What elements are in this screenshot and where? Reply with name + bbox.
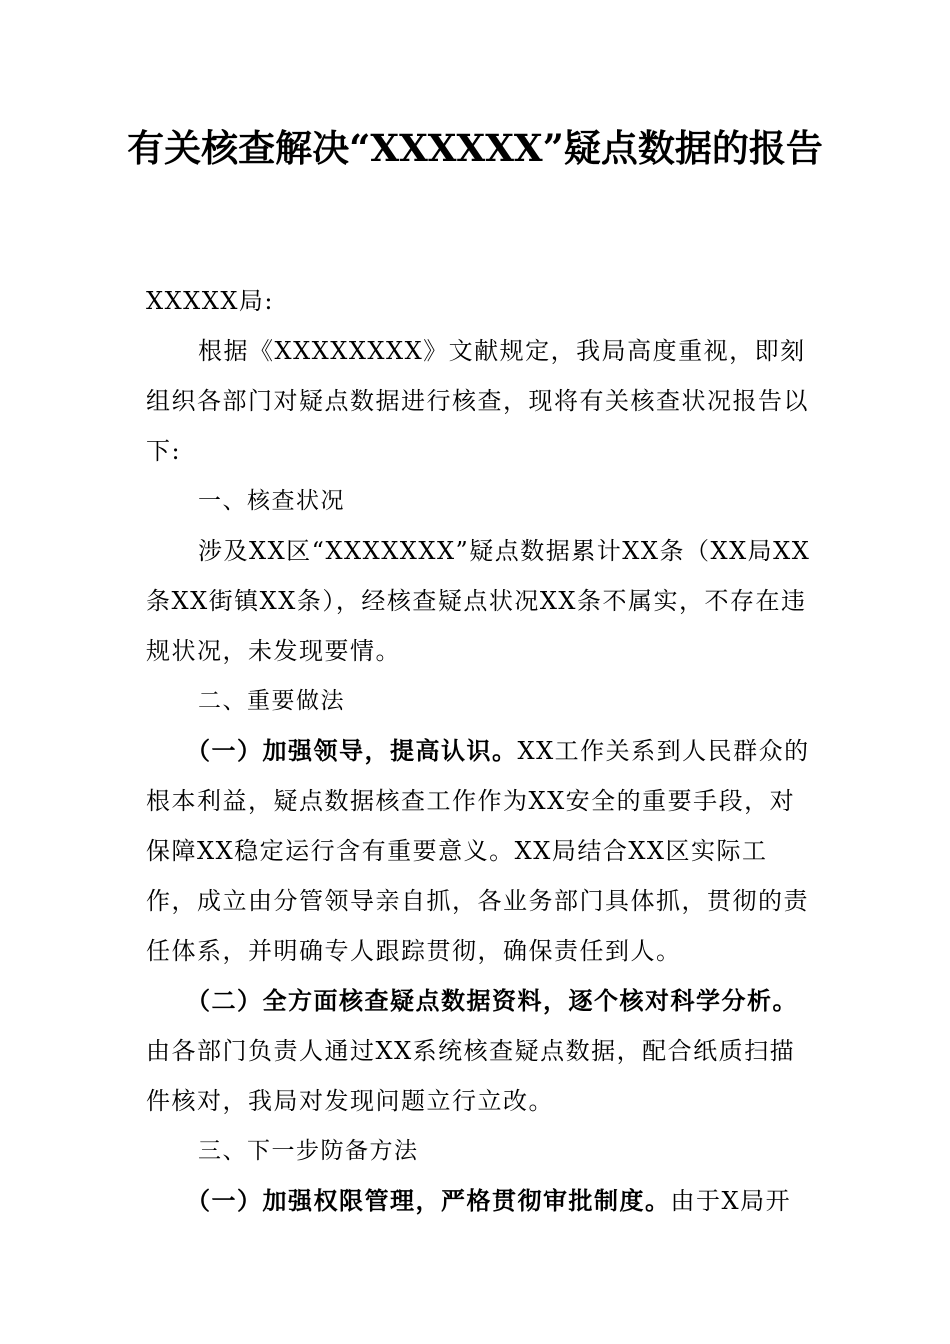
section-1-paragraph: 涉及XX区“XXXXXXX”疑点数据累计XX条（XX局XX条XX街镇XX条），经核查疑点状况XX条不属实，不存在违规状况，未发现要情。 <box>146 537 811 665</box>
salutation: XXXXX局: <box>146 287 275 315</box>
section-2-item-1-text: XX工作关系到人民群众的根本利益，疑点数据核查工作作为XX安全的重要手段，对保障XX稳定运行含有重要意义。XX局结合XX区实际工作，成立由分管领导亲自抓，各业务部门具体抓，贯彻的责任体系，并明确专人跟踪贯彻，确保责任到人。 <box>146 737 810 965</box>
section-3-item-1 <box>146 1176 812 1226</box>
section-3-item-1-lead: （一）加强权限管理，严格贯彻审批制度。 <box>186 1186 671 1215</box>
intro-paragraph: 根据《XXXXXXXX》文献规定，我局高度重视，即刻组织各部门对疑点数据进行核查，现将有关核查状况报告以下: <box>146 337 809 465</box>
section-heading-3: 三、下一步防备方法 <box>198 1138 419 1164</box>
section-2-item-2-text: 由各部门负责人通过XX系统核查疑点数据，配合纸质扫描件核对，我局对发现问题立行立改。 <box>146 1037 796 1115</box>
section-heading-2: 二、重要做法 <box>198 688 345 714</box>
section-heading-1: 一、核查状况 <box>198 488 345 514</box>
section-2-item-1 <box>146 726 812 976</box>
section-2-item-2-lead: （二）全方面核查疑点数据资料，逐个核对科学分析。 <box>186 986 798 1015</box>
section-3-item-1-text: 由于X局开 <box>670 1187 792 1215</box>
document-body <box>146 276 812 1226</box>
section-2-item-1-lead: （一）加强领导，提高认识。 <box>186 736 518 765</box>
document-title: 有关核查解决“XXXXXX”疑点数据的报告 <box>127 126 823 170</box>
section-2-item-2 <box>146 976 812 1126</box>
